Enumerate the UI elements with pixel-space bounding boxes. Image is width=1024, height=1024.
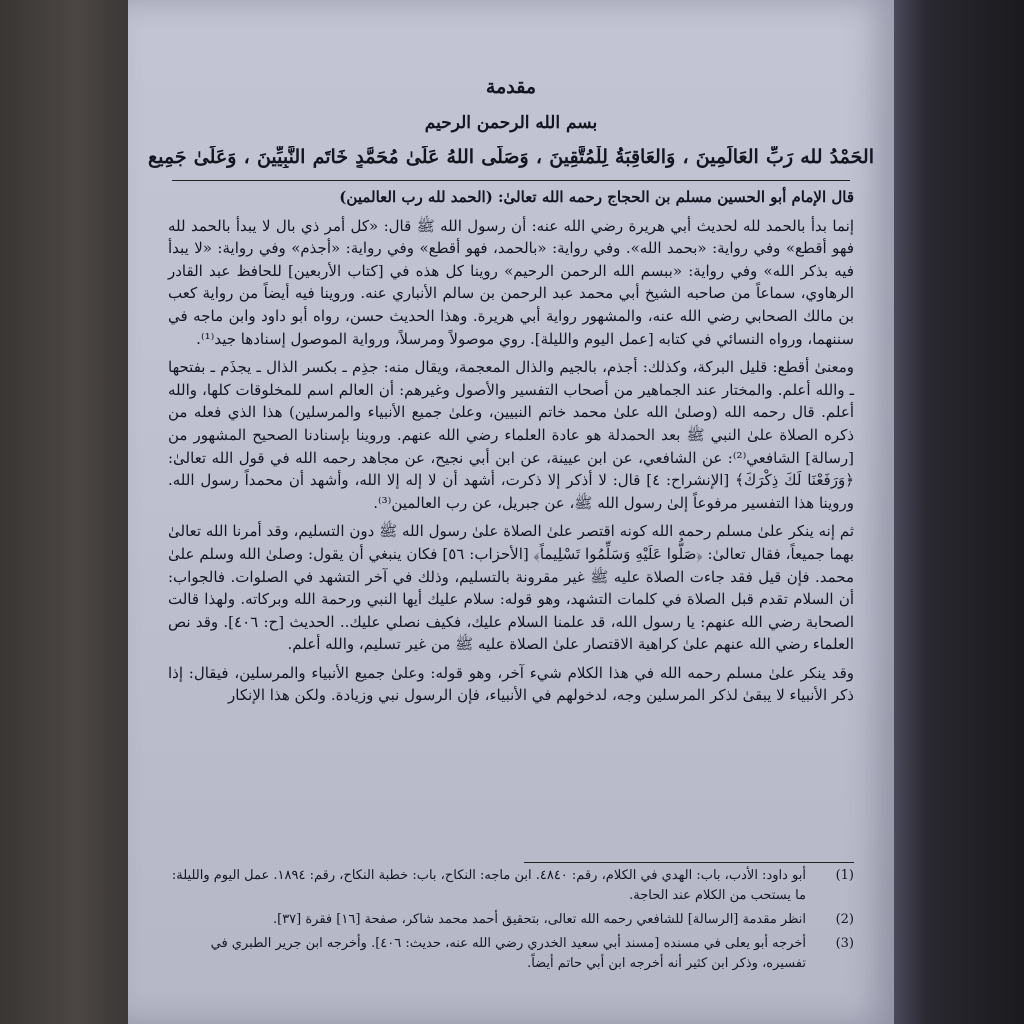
footnote-number: (1) (835, 868, 854, 883)
footnote (168, 910, 854, 930)
footnote-divider (524, 862, 854, 863)
main-text (168, 186, 854, 713)
paragraph: قال الإمام أبو الحسين مسلم بن الحجاج رحمه الله تعالىٰ: (الحمد لله رب العالمين) (339, 188, 854, 206)
header-divider (172, 180, 850, 181)
footnote-text: انظر مقدمة [الرسالة] للشافعي رحمه الله تعالى، بتحقيق أحمد محمد شاكر، صفحة [١٦] فقرة [٣٧]. (272, 912, 806, 927)
paragraph: ثم إنه ينكر علىٰ مسلم رحمه الله كونه اقتصر علىٰ الصلاة علىٰ رسول الله ﷺ دون التسليم، وقد أمرنا الله تعالىٰ بهما جميعاً، فقال تعالىٰ: ﴿صَلُّوا عَلَيْهِ وَسَلِّمُوا تَسْلِيماً﴾ [الأحزاب: ٥٦] فكان ينبغي أن يقول: وصلىٰ الله وسلم علىٰ محمد. فإن قيل فقد جاءت الصلاة عليه ﷺ غير مقرونة بالتسليم، وذلك في آخر التشهد في الصلوات. فالجواب: أن السلام تقدم قبل الصلاة في كلمات التشهد، وهو قوله: سلام عليك أيها النبي ورحمة الله وبركاته. ولهذا قالت الصحابة رضي الله عنهم: يا رسول الله، قد علمنا السلام عليك، فكيف نصلي عليك.. الحديث [ح: ٤٠٦]. وقد نص العلماء رضي الله عنهم علىٰ كراهية الاقتصار علىٰ الصلاة عليه ﷺ من غير تسليم، والله أعلم. (168, 522, 854, 654)
page-edge (894, 0, 1024, 1024)
footnote-number: (2) (835, 912, 854, 927)
footnote (168, 866, 854, 906)
paragraph: ومعنىٰ أقطع: قليل البركة، وكذلك: أجذم، بالجيم والذال المعجمة، ويقال منه: جذِم ـ بكسر الذال ـ يجذَم ـ بفتحها ـ والله أعلم. والمختار عند الجماهير من أصحاب التفسير والأصول وغيرهم: أن العالم اسم للمخلوقات كلها، والله أعلم. قال رحمه الله (وصلىٰ الله علىٰ محمد خاتم النبيين، وعلىٰ جميع الأنبياء والمرسلين) هذا الذي فعله من ذكره الصلاة علىٰ النبي ﷺ بعد الحمدلة هو عادة العلماء رضي الله عنهم. وروينا بإسنادنا الصحيح المشهور من [رسالة] الشافعي⁽²⁾: عن الشافعي، عن ابن عيينة، عن ابن أبي نجيح، عن مجاهد رحمه الله في قول الله تعالىٰ: ﴿وَرَفَعْنَا لَكَ ذِكْرَكَ﴾ [الإنشراح: ٤] قال: لا أذكر إلا ذكرت، أشهد أن لا إله إلا الله، وأشهد أن محمداً رسول الله. وروينا هذا التفسير مرفوعاً إلىٰ رسول الله ﷺ، عن جبريل، عن رب العالمين⁽³⁾. (168, 358, 855, 512)
background-left (0, 0, 128, 1024)
footnote-number: (3) (835, 936, 854, 951)
basmala: بسم الله الرحمن الرحيم (424, 113, 598, 133)
page-title: مقدمة (485, 76, 537, 98)
footnote-text: أخرجه أبو يعلى في مسنده [مسند أبي سعيد الخدري رضي الله عنه، حديث: ٤٠٦]. وأخرجه ابن جرير الطبري في تفسيره، وذكر ابن كثير أنه أخرجه ابن أبي حاتم أيضاً. (210, 936, 806, 971)
paragraph: إنما بدأ بالحمد لله لحديث أبي هريرة رضي الله عنه: أن رسول الله ﷺ قال: «كل أمر ذي بال لا يبدأ بالحمد لله فهو أقطع» وفي رواية: «بحمد الله». وفي رواية: «بالحمد، فهو أقطع» وفي رواية: «أجذم» وفي رواية: «لا يبدأ فيه بذكر الله» وفي رواية: «ببسم الله الرحمن الرحيم» روينا كل هذه في [كتاب الأربعين] للحافظ عبد القادر الرهاوي، سماعاً من صاحبه الشيخ أبي محمد عبد الرحمن بن سالم الأنباري عنه. وروينا فيه أيضاً من رواية كعب بن مالك الصحابي رضي الله عنه، والمشهور رواية أبي هريرة. وهذا الحديث حسن، رواه أبو داود وابن ماجه في سننهما، ورواه النسائي في كتابه [عمل اليوم والليلة]. روي موصولاً ومرسلاً، ورواية الموصول إسنادها جيد⁽¹⁾. (168, 216, 854, 348)
footnote-text: أبو داود: الأدب، باب: الهدي في الكلام، رقم: ٤٨٤٠. ابن ماجه: النكاح، باب: خطبة النكاح، رقم: ١٨٩٤. عمل اليوم والليلة: ما يستحب من الكلام عند الحاجة. (171, 868, 806, 903)
footnotes (168, 866, 854, 978)
footnote (168, 934, 854, 974)
book-page (128, 0, 894, 1024)
paragraph: وقد ينكر علىٰ مسلم رحمه الله في هذا الكلام شيء آخر، وهو قوله: وعلىٰ جميع الأنبياء والمرسلين، فيقال: إذا ذكر الأنبياء لا يبقىٰ لذكر المرسلين وجه، لدخولهم في الأنبياء، فإن الرسول نبي وزيادة. ولكن هذا الإنكار (168, 663, 854, 705)
opening-line: الحَمْدُ لله رَبِّ العَالَمِينَ ، وَالعَاقِبَةُ لِلْمُتَّقِينَ ، وَصَلَّى اللهُ عَلَىٰ مُحَمَّدٍ خَاتَمِ النَّبِيِّينَ ، وَعَلَىٰ جَمِيعِ (148, 146, 874, 168)
